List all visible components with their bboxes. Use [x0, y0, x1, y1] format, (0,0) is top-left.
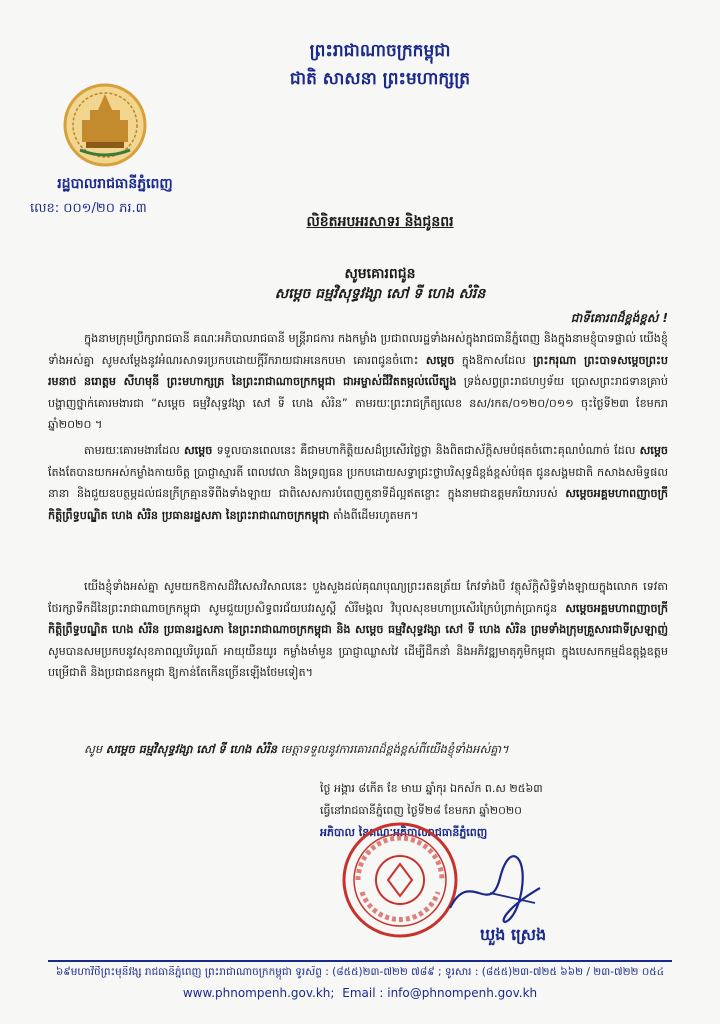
- signer-title: អភិបាល នៃគណៈអភិបាលរាជធានីភ្នំពេញ: [320, 826, 488, 839]
- solar-date: ធ្វើនៅរាជធានីភ្នំពេញ ថ្ងៃទី២៨ ខែមករា ឆ្នាំ២០២០: [320, 804, 522, 817]
- paragraph-text: ទ្រង់សព្វព្រះរាជហឫទ័យ ប្រោសព្រះរាជទានគ្រាប់បង្ហាញថ្នាក់គោរមងារជា “សម្តេច ធម្មវិសុទ្ធវង្សា សៅ ទី ហេង សំរិន” តាមរយៈព្រះរាជក្រឹត្យលេខ នស/រកត/០១២០/០១១ ចុះថ្ងៃទី២៣ ខែមករា ឆ្នាំ២០២០ ។: [48, 375, 668, 432]
- agency-name: រដ្ឋបាលរាជធានីភ្នំពេញ: [57, 176, 173, 192]
- footer-contact: [40, 986, 680, 1000]
- paragraph-text: តាំងពីដើមរហូតមក។: [332, 508, 419, 522]
- paragraph-text: តាមរយៈគោរមងារដែល: [84, 444, 180, 457]
- paragraph-text: ក្នុងឱកាសដែល: [461, 353, 526, 367]
- paragraph-emphasis: សម្តេចអគ្គមហាពញាចក្រី កិត្តិព្រឹទ្ធបណ្ឌិត ហេង សំរិន ប្រធានរដ្ឋសភា នៃព្រះរាជាណាចក្រកម្ពុជា និង សម្តេច ធម្មវិសុទ្ធវង្សា សៅ ទី ហេង សំរិន ព្រមទាំងក្រុមគ្រួសារជាទីស្រឡាញ់: [48, 601, 668, 637]
- national-motto: ជាតិ សាសនា ព្រះមហាក្សត្រ: [289, 69, 471, 89]
- paragraph-emphasis: សម្តេច: [425, 353, 455, 367]
- phnom-penh-emblem-icon: [60, 80, 150, 170]
- paragraph-text: សូមបានសមប្រកបនូវសុខភាពល្អបរិបូរណ៍ អាយុយឺនយូរ កម្លាំងមាំមួន ប្រាជ្ញាឈ្លាសវៃ ដើម្បីដឹកនាំ និងអភិវឌ្ឍមាតុភូមិកម្ពុជា ក្នុងបេសកកម្មដ៏ឧត្តុង្គឧត្តមបម្រើជាតិ និងប្រជាជនកម្ពុជា ឱ្យកាន់តែកើនច្រើនឡើងថែមទៀត។: [48, 644, 668, 680]
- email-link[interactable]: Email : info@phnompenh.gov.kh: [342, 986, 538, 1000]
- signer-name: ឃួង ស្រេង: [480, 925, 547, 944]
- closing-text: សូម: [84, 742, 103, 756]
- addressee-block: [220, 264, 540, 304]
- kingdom-name: ព្រះរាជាណាចក្រកម្ពុជា: [309, 41, 451, 61]
- recipient-name: សម្តេច ធម្មវិសុទ្ធវង្សា សៅ ទី ហេង សំរិន: [274, 286, 486, 302]
- footer-divider: [48, 960, 672, 962]
- closing-text: មេត្តាទទួលនូវការគោរពដ៏ខ្ពង់ខ្ពស់ពីយើងខ្ញុំទាំងអស់គ្នា។: [280, 742, 509, 756]
- paragraph-text: ក្នុងនាមក្រុមប្រឹក្សារាជធានី គណៈអភិបាលរាជធានី មន្ត្រីរាជការ កងកម្លាំង ប្រជាពលរដ្ឋទាំងអស់ក្នុងរាជធានីភ្នំពេញ និងក្នុងនាមខ្ញុំបាទផ្ទាល់ យើងខ្ញុំទាំងអស់គ្នា សូមសម្ដែងនូវអំណរសាទរប្រកបដោយក្តីរីករាយជាអនេកបមា គោរពជូនចំពោះ: [48, 332, 668, 367]
- paragraph-emphasis: សម្តេចអគ្គមហាពញាចក្រី កិត្តិព្រឹទ្ធបណ្ឌិត ហេង សំរិន ប្រធានរដ្ឋសភា នៃព្រះរាជាណាចក្រកម្ពុជា: [48, 487, 669, 522]
- footer-address: ៦៩មហាវិថីព្រះមុនីវង្ស រាជធានីភ្នំពេញ ព្រះរាជាណាចក្រកម្ពុជា ទូរស័ព្ទ : (៨៥៥)២៣-៧២២ ៧៨៩ ; ទូរសារ : (៨៥៥)២៣-៧២៥ ៦៦២ / ២៣-៧២២ ០៥៤: [55, 966, 665, 978]
- paragraph-1: [48, 328, 668, 436]
- paragraph-emphasis: សម្តេច: [639, 444, 669, 457]
- paragraph-text: យើងខ្ញុំទាំងអស់គ្នា សូមយកឱកាសដ៏វិសេសវិសាលនេះ បួងសួងដល់គុណបុណ្យព្រះរតនត្រ័យ កែវទាំងបី វត្ថុស័ក្តិសិទ្ធិទាំងឡាយក្នុងលោក ទេវតាថែរក្សាទឹកដីនៃព្រះរាជាណាចក្រកម្ពុជា សូមជួយប្រសិទ្ធពរជ័យបវរសួស្តី សិរីមង្គល វិបុលសុខមហាប្រសើរក្រៃបំព្រាក់ប្រាកជូន: [48, 580, 668, 615]
- reference-number: លេខ: ០០១/២០ ភរ.៣: [30, 201, 147, 216]
- paragraph-2: [48, 440, 668, 526]
- paragraph-emphasis: ព្រះករុណា ព្រះបាទសម្តេចព្រះបរមនាថ នរោត្តម សីហមុនី ព្រះមហាក្សត្រ នៃព្រះរាជាណាចក្រកម្ពុជា ជាអម្ចាស់ជីវិតតម្កល់លើត្បូង: [48, 353, 669, 389]
- lunar-date: ថ្ងៃ អង្គារ ៨កើត ខែ មាឃ ឆ្នាំកុរ ឯកស័ក ព.ស ២៥៦៣: [320, 782, 543, 795]
- paragraph-text: តែងតែបានយកអស់កម្លាំងកាយចិត្ត ប្រាជ្ញាស្មារតី ពេលវេលា និងទ្រព្យធន ប្រកបដោយសទ្ធាជ្រះថ្លាបរិសុទ្ធដ៏ខ្ពង់ខ្ពស់បំផុត ជូនសង្គមជាតិ កសាងសមិទ្ធផលនានា និងជួយឧបត្ថម្ភដល់ជនក្រីក្រគ្មានទីពឹងទាំងឡាយ ជាពិសេសការបំពេញតួនាទីដ៏ល្អឥតខ្ចោះ ក្នុងនាមជាឧត្តមភរិយារបស់: [48, 465, 668, 501]
- letter-title: លិខិតអបអរសាទរ និងជូនពរ: [306, 214, 454, 230]
- paragraph-emphasis: សម្តេច: [183, 444, 213, 457]
- closing-emphasis: សម្តេច ធម្មវិសុទ្ធវង្សា សៅ ទី ហេង សំរិន: [105, 742, 277, 756]
- paragraph-text: ទទួលបានពេលនេះ គឺជាមហាកិត្តិយសដ៏ប្រសើរថ្លៃថ្លា និងពិតជាស័ក្តិសមបំផុតចំពោះគុណបំណាច់ ដែល: [216, 444, 636, 457]
- respect-line: សូមគោរពជូន: [344, 266, 416, 282]
- salutation: ជាទីគោរពដ៏ខ្ពង់ខ្ពស់ !: [570, 311, 668, 325]
- handwritten-signature-icon: [440, 848, 550, 928]
- closing-line: [84, 742, 684, 759]
- website-link[interactable]: www.phnompenh.gov.kh;: [182, 986, 335, 1000]
- letterhead: [230, 40, 530, 96]
- paragraph-3: [48, 576, 668, 684]
